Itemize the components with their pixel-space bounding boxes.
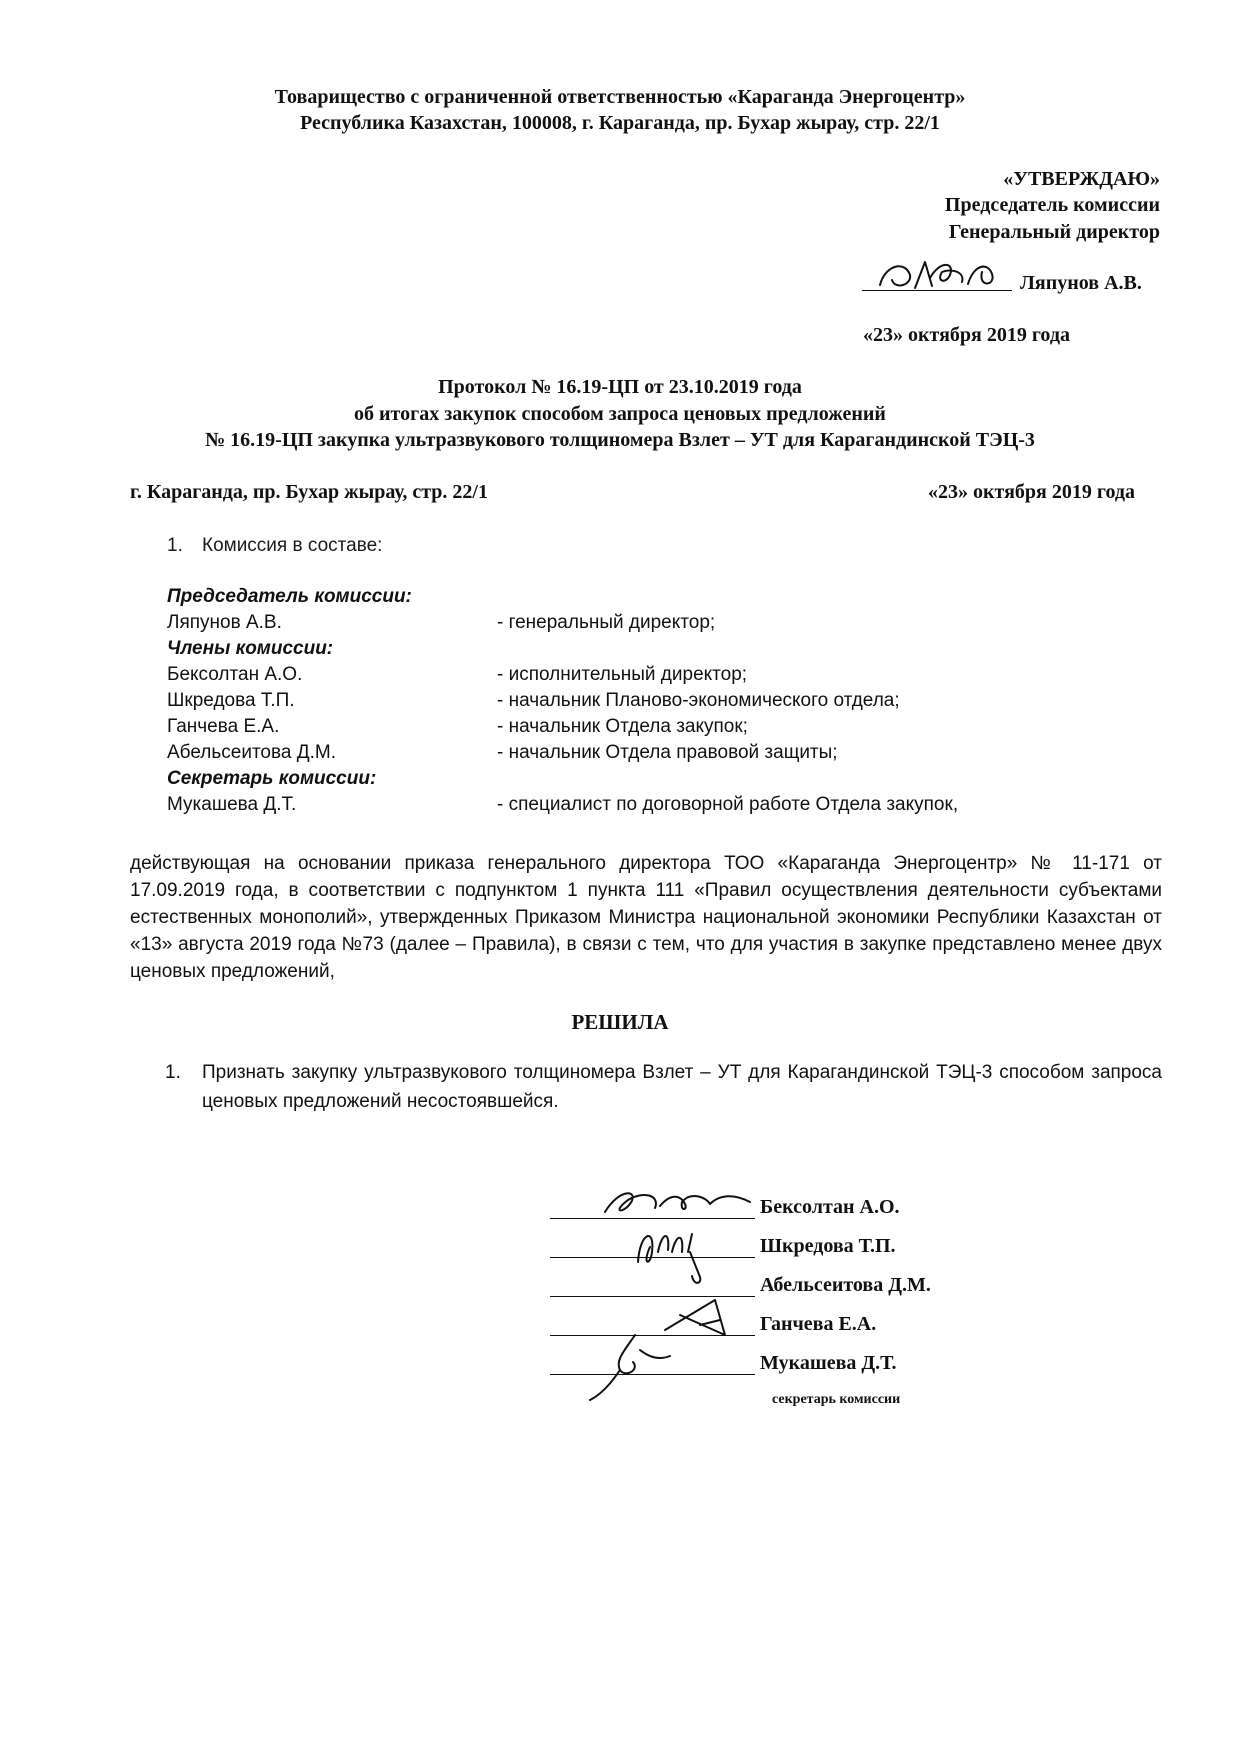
commission-intro-number: 1. <box>167 535 183 556</box>
signature-mukasheva-icon <box>585 1330 675 1405</box>
approval-role-chair: Председатель комиссии <box>944 194 1160 216</box>
member-position: - начальник Отдела закупок; <box>497 716 748 737</box>
signature-name: Шкредова Т.П. <box>760 1235 896 1257</box>
member-name: Ляпунов А.В. <box>167 612 282 633</box>
member-position: - специалист по договорной работе Отдела закупок, <box>497 794 959 815</box>
signature-name: Бексолтан А.О. <box>760 1196 900 1218</box>
member-row <box>167 742 1067 766</box>
decision-item-text: Признать закупку ультразвукового толщиномера Взлет – УТ для Карагандинской ТЭЦ-3 способом запроса ценовых предложений несостоявшейся. <box>202 1062 1162 1112</box>
protocol-date: «23» октября 2019 года <box>928 481 1135 503</box>
member-name: Мукашева Д.Т. <box>167 794 297 815</box>
member-name: Бексолтан А.О. <box>167 664 303 685</box>
secretary-note: секретарь комиссии <box>772 1392 901 1407</box>
member-row <box>167 690 1067 714</box>
place: г. Караганда, пр. Бухар жырау, стр. 22/1 <box>130 481 488 503</box>
signature-name: Ганчева Е.А. <box>760 1313 877 1335</box>
protocol-subject: № 16.19-ЦП закупка ультразвукового толщиномера Взлет – УТ для Карагандинской ТЭЦ-3 <box>205 429 1035 451</box>
members-label: Члены комиссии: <box>167 638 334 659</box>
secretary-row <box>167 794 1067 818</box>
approval-stamp: «УТВЕРЖДАЮ» <box>1003 168 1160 190</box>
chair-label: Председатель комиссии: <box>167 586 412 607</box>
decision-heading: РЕШИЛА <box>571 1010 669 1034</box>
decision-item <box>165 1058 1165 1118</box>
member-name: Ганчева Е.А. <box>167 716 280 737</box>
member-name: Абельсеитова Д.М. <box>167 742 336 763</box>
approval-date: «23» октября 2019 года <box>863 324 1070 346</box>
member-row <box>167 716 1067 740</box>
commission-intro: Комиссия в составе: <box>202 535 383 556</box>
signature-name: Абельсеитова Д.М. <box>760 1274 931 1296</box>
member-position: - исполнительный директор; <box>497 664 748 685</box>
member-position: - начальник Отдела правовой защиты; <box>497 742 838 763</box>
organization-address: Республика Казахстан, 100008, г. Караганда, пр. Бухар жырау, стр. 22/1 <box>300 112 940 134</box>
member-row <box>167 664 1067 688</box>
member-position: - начальник Планово-экономического отдела; <box>497 690 900 711</box>
chair-row <box>167 612 1067 636</box>
protocol-title: Протокол № 16.19-ЦП от 23.10.2019 года <box>438 376 802 398</box>
secretary-label: Секретарь комиссии: <box>167 768 377 789</box>
protocol-subtitle: об итогах закупок способом запроса ценовых предложений <box>354 403 886 425</box>
body-paragraph: действующая на основании приказа генерального директора ТОО «Караганда Энергоцентр» № 11-171 от 17.09.2019 года, в соответствии с подпунктом 1 пункта 111 «Правил осуществления деятельности субъектами естественных монополий», утвержденных Приказом Министра национальной экономики Республики Казахстан от «13» августа 2019 года №73 (далее – Правила), в связи с тем, что для участия в закупке представлено менее двух ценовых предложений, <box>130 853 1162 982</box>
approval-signature-icon <box>870 250 1020 300</box>
approval-role-director: Генеральный директор <box>948 221 1160 243</box>
approval-signer: Ляпунов А.В. <box>1020 272 1142 294</box>
decision-item-number: 1. <box>165 1062 181 1083</box>
organization-name: Товарищество с ограниченной ответственностью «Караганда Энергоцентр» <box>274 86 966 108</box>
signature-name: Мукашева Д.Т. <box>760 1352 897 1374</box>
member-name: Шкредова Т.П. <box>167 690 295 711</box>
member-position: - генеральный директор; <box>497 612 716 633</box>
signature-bexoltan-icon <box>600 1182 760 1222</box>
signature-shkredova-icon <box>630 1222 710 1292</box>
